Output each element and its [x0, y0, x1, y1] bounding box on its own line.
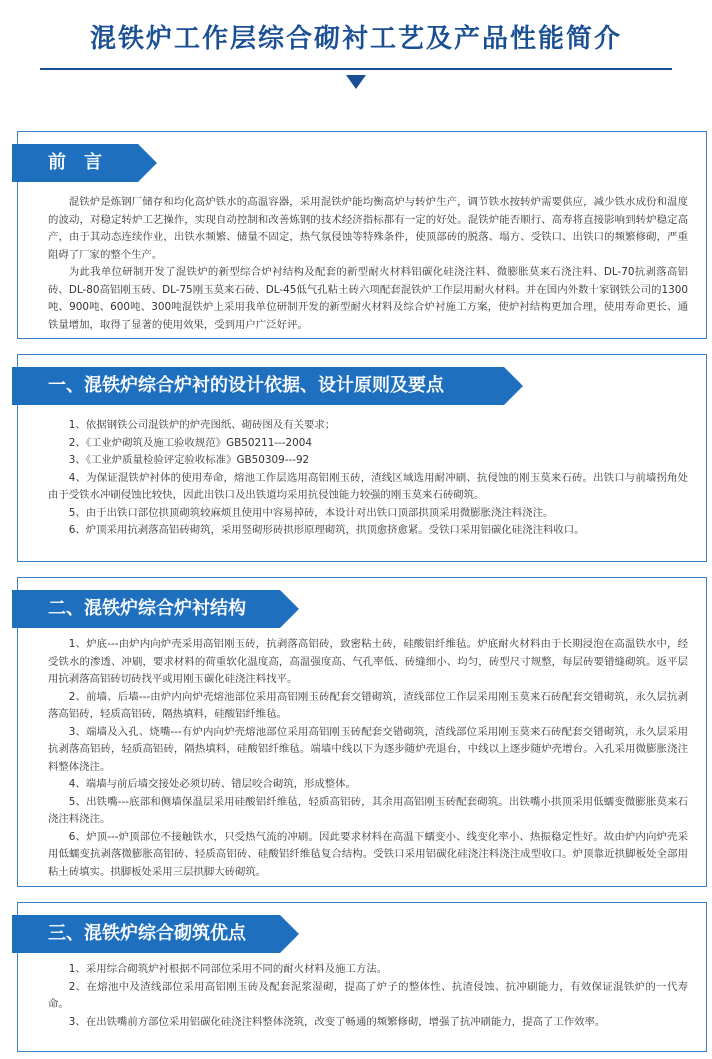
page-title: 混铁炉工作层综合砌衬工艺及产品性能简介: [89, 24, 622, 54]
down-arrow-icon: [346, 75, 366, 89]
list-item: 3、端墙及入孔、烧嘴---有炉内向炉壳熔池部位采用高铝刚玉砖配套交错砌筑，渣线部位采用刚玉莫来石砖配套交错砌筑，永久层采用抗剥落高铝砖，轻质高铝砖，隔热填料，硅酸铝纤维毡。端墙中线以下为逐步随炉壳退台，中线以上逐步随炉壳增台。入孔采用微膨胀浇注料整体浇注。: [48, 725, 688, 773]
list-item: 6、炉顶采用抗剥落高铝砖砌筑，采用竖砌形砖拱形原理砌筑，拱顶愈挤愈紧。受铁口采用铝碳化硅浇注料收口。: [68, 524, 585, 536]
list-item: 5、由于出铁口部位拱顶砌筑较麻烦且使用中容易掉砖，本设计对出铁口顶部拱顶采用微膨胀浇注料浇注。: [68, 506, 554, 519]
section-body: [48, 961, 688, 1031]
section-preface: [17, 131, 707, 339]
list-item: 1、采用综合砌筑炉衬根据不同部位采用不同的耐火材料及施工方法。: [68, 963, 388, 975]
section-heading: 三、混铁炉综合砌筑优点: [12, 915, 280, 953]
title-divider: [40, 68, 672, 70]
page-header: [0, 0, 712, 100]
section-advantages: [17, 902, 707, 1052]
list-item: 5、出铁嘴---底部和侧墙保温层采用硅酸铝纤维毡，轻质高铝砖，其余用高铝刚玉砖配套砌筑。出铁嘴小拱顶采用低蠕变微膨胀莫来石浇注料浇注。: [48, 795, 688, 825]
section-body: [48, 417, 688, 540]
list-item: 4、端墙与前后墙交接处必须切砖、错层咬合砌筑，形成整体。: [68, 778, 356, 790]
list-item: 1、依据钢铁公司混铁炉的炉壳图纸、砌砖图及有关要求；: [68, 419, 336, 431]
list-item: 2、《工业炉砌筑及施工验收规范》GB50211---2004: [68, 436, 312, 449]
list-item: 4、为保证混铁炉衬体的使用寿命，熔池工作层选用高铝刚玉砖，渣线区域选用耐冲刷、抗侵蚀的刚玉莫来石砖。出铁口与前墙拐角处由于受铁水冲刷侵蚀比较快，因此出铁口及出铁道均采用抗侵蚀能力较强的刚玉莫来石砖砌筑。: [48, 471, 688, 501]
section-lining-structure: [17, 577, 707, 887]
section-body: [48, 194, 688, 334]
section-design-basis: [17, 354, 707, 562]
list-item: 1、炉底---由炉内向炉壳采用高铝刚玉砖，抗剥落高铝砖，致密粘土砖，硅酸铝纤维毡。炉底耐火材料由于长期浸泡在高温铁水中，经受铁水的渗透、冲刷，要求材料的荷重软化温度高，高温强度高、气孔率低、砖缝细小、均匀，砖型尺寸规整，每层砖要错缝砌筑。返平层用抗剥落高铝砖切砖找平或用刚玉碳化硅浇注料找平。: [48, 638, 688, 685]
section-heading: 前 言: [12, 144, 138, 182]
paragraph: 为此我单位研制开发了混铁炉的新型综合炉衬结构及配套的新型耐火材料铝碳化硅浇注料、微膨胀莫来石浇注料、DL-70抗剥落高铝砖、DL-80高铝刚玉砖、DL-75刚玉莫来石砖、DL-45低气孔粘土砖六项配套混铁炉工作层用耐火材料。并在国内外数十家钢铁公司的1300吨、900吨、600吨、300吨混铁炉上采用我单位研制开发的新型耐火材料及综合炉衬施工方案，使炉衬结构更加合理，使用寿命更长、通铁量增加，取得了显著的使用效果，受到用户广泛好评。: [48, 266, 688, 331]
list-item: 2、前墙、后墙---由炉内向炉壳熔池部位采用高铝刚玉砖配套交错砌筑，渣线部位工作层采用刚玉莫来石砖配套交错砌筑，永久层抗剥落高铝砖，轻质高铝砖，隔热填料，硅酸铝纤维毡。: [48, 690, 688, 720]
list-item: 3、《工业炉质量检验评定验收标准》GB50309---92: [68, 454, 310, 466]
paragraph: 混铁炉是炼钢厂储存和均化高炉铁水的高温容器，采用混铁炉能均衡高炉与转炉生产，调节铁水按转炉需要供应，减少铁水成份和温度的波动，对稳定转炉工艺操作，实现自动控制和改善炼钢的技术经济指标都有一定的好处。混铁炉能否顺行、高寿将直接影响到转炉稳定高产，由于其动态连续作业，出铁水频繁、储量不固定，热气氛侵蚀等特殊条件，使顶部砖的脱落、塌方、受铁口、出铁口的频繁修砌，严重阻碍了厂家的整个生产。: [48, 196, 688, 261]
list-item: 6、炉顶---炉顶部位不接触铁水，只受热气流的冲刷。因此要求材料在高温下蠕变小、线变化率小、热振稳定性好。故由炉内向炉壳采用低蠕变抗剥落微膨胀高铝砖、轻质高铝砖、硅酸铝纤维毡复合结构。受铁口采用铝碳化硅浇注料浇注成型收口。炉顶靠近拱脚板处全部用粘土砖填实。拱脚板处采用三层拱脚大砖砌筑。: [48, 830, 688, 878]
section-heading: 二、混铁炉综合炉衬结构: [12, 590, 280, 628]
list-item: 2、在熔池中及渣线部位采用高铝刚玉砖及配套泥浆湿砌，提高了炉子的整体性、抗渣侵蚀、抗冲刷能力，有效保证混铁炉的一代寿命。: [48, 980, 688, 1010]
section-heading: 一、混铁炉综合炉衬的设计依据、设计原则及要点: [12, 367, 504, 405]
section-body: [48, 636, 688, 881]
list-item: 3、在出铁嘴前方部位采用铝碳化硅浇注料整体浇筑，改变了畅通的频繁修砌，增强了抗冲刷能力，提高了工作效率。: [68, 1015, 606, 1028]
